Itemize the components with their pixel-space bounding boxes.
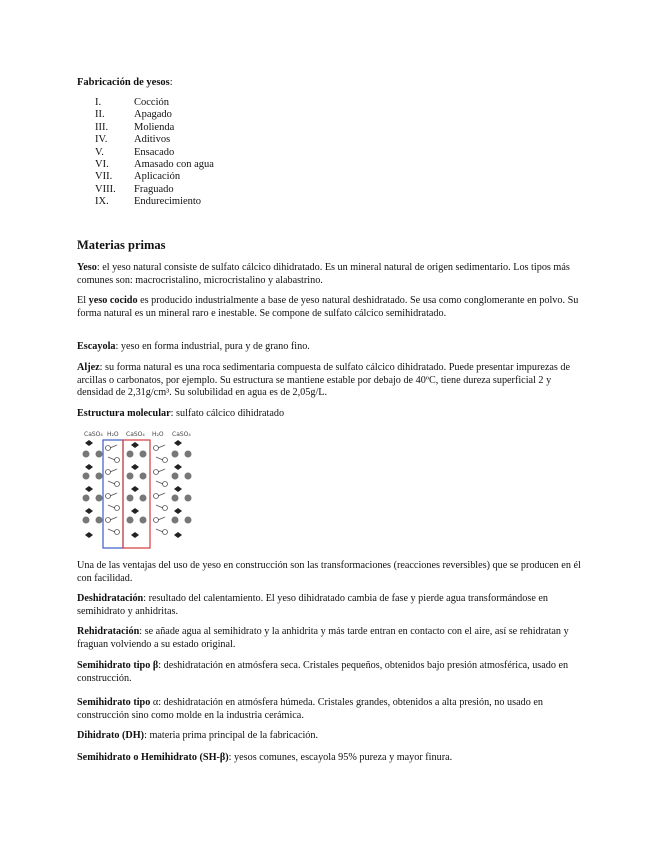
molecular-structure-diagram bbox=[77, 428, 197, 552]
paragraph-yeso: Yeso: el yeso natural consiste de sulfato cálcico dihidratado. Es un mineral natural de origen sedimentario. Los tipos más comunes son: macrocristalino, microcristalino y alabastrino. bbox=[77, 262, 570, 286]
paragraph-deshidratacion: Deshidratación: resultado del calentamiento. El yeso dihidratado cambia de fase y pierde agua transformándose en semihidrato y anhidritas. bbox=[77, 593, 549, 617]
paragraph-aljez: Aljez: su forma natural es una roca sedimentaria compuesta de sulfato cálcico dihidratado. Puede presentar impurezas de arcillas o carbonatos, por ejemplo. Su estructura se mantiene estable por debajo de 40ºC, tiene dureza superficial 2 y densidad de 2,31g/cm³. Su solubilidad en agua es de 2,05g/L. bbox=[77, 362, 571, 399]
molecular-structure-figure bbox=[77, 428, 197, 552]
paragraph-escayola: Escayola: yeso en forma industrial, pura y de grano fino. bbox=[77, 341, 310, 352]
paragraph-estructura-molecular: Estructura molecular: sulfato cálcico dihidratado bbox=[77, 408, 285, 419]
figure-label: CaSO₄ bbox=[126, 431, 145, 438]
paragraph-yeso-cocido: El yeso cocido es producido industrialmente a base de yeso natural deshidratado. Se usa como conglomerante en polvo. Su forma natural es un mineral raro e inestable. Se compone de sulfato cálcico semihidratado. bbox=[77, 295, 579, 319]
list-item: VI. Amasado con agua bbox=[95, 159, 214, 171]
fabricacion-title: Fabricación de yesos: bbox=[77, 77, 173, 88]
calcium-atoms bbox=[83, 451, 192, 524]
figure-label: H₂O bbox=[107, 431, 119, 438]
list-item: VII. Aplicación bbox=[95, 171, 181, 183]
figure-label: CaSO₄ bbox=[172, 431, 191, 438]
list-item: I. Cocción bbox=[95, 97, 169, 108]
figure-label: CaSO₄ bbox=[84, 431, 103, 438]
paragraph-dihidrato: Dihidrato (DH): materia prima principal de la fabricación. bbox=[77, 730, 319, 741]
list-item: IX. Endurecimiento bbox=[95, 196, 202, 208]
paragraph-hemihidrato: Semihidrato o Hemihidrato (SH-β): yesos comunes, escayola 95% pureza y mayor finura. bbox=[77, 752, 453, 763]
list-item: IV. Aditivos bbox=[95, 134, 171, 146]
paragraph-rehidratacion: Rehidratación: se añade agua al semihidrato y la anhidrita y más tarde entran en contacto con el aire, así se rehidratan y fraguan volviendo a su estado original. bbox=[77, 626, 569, 650]
paragraph-semihidrato-alfa: Semihidrato tipo α: deshidratación en atmósfera húmeda. Cristales grandes, obtenidos a alta presión, no usado en construcción sino como molde en la industria cerámica. bbox=[77, 697, 543, 721]
materias-primas-heading: Materias primas bbox=[77, 238, 166, 252]
sulfate-layer-box-red bbox=[123, 440, 150, 548]
fabricacion-steps-list bbox=[95, 97, 214, 209]
paragraph-semihidrato-beta: Semihidrato tipo β: deshidratación en atmósfera seca. Cristales pequeños, obtenidos bajo presión atmosférica, usado en construcción. bbox=[77, 660, 569, 684]
list-item: VIII. Fraguado bbox=[95, 183, 174, 195]
list-item: V. Ensacado bbox=[95, 146, 175, 158]
list-item: II. Apagado bbox=[95, 109, 172, 121]
list-item: III. Molienda bbox=[95, 121, 175, 133]
figure-label: H₂O bbox=[152, 431, 164, 438]
paragraph-ventajas: Una de las ventajas del uso de yeso en construcción son las transformaciones (reacciones reversibles) que se producen en él con facilidad. bbox=[77, 560, 581, 584]
